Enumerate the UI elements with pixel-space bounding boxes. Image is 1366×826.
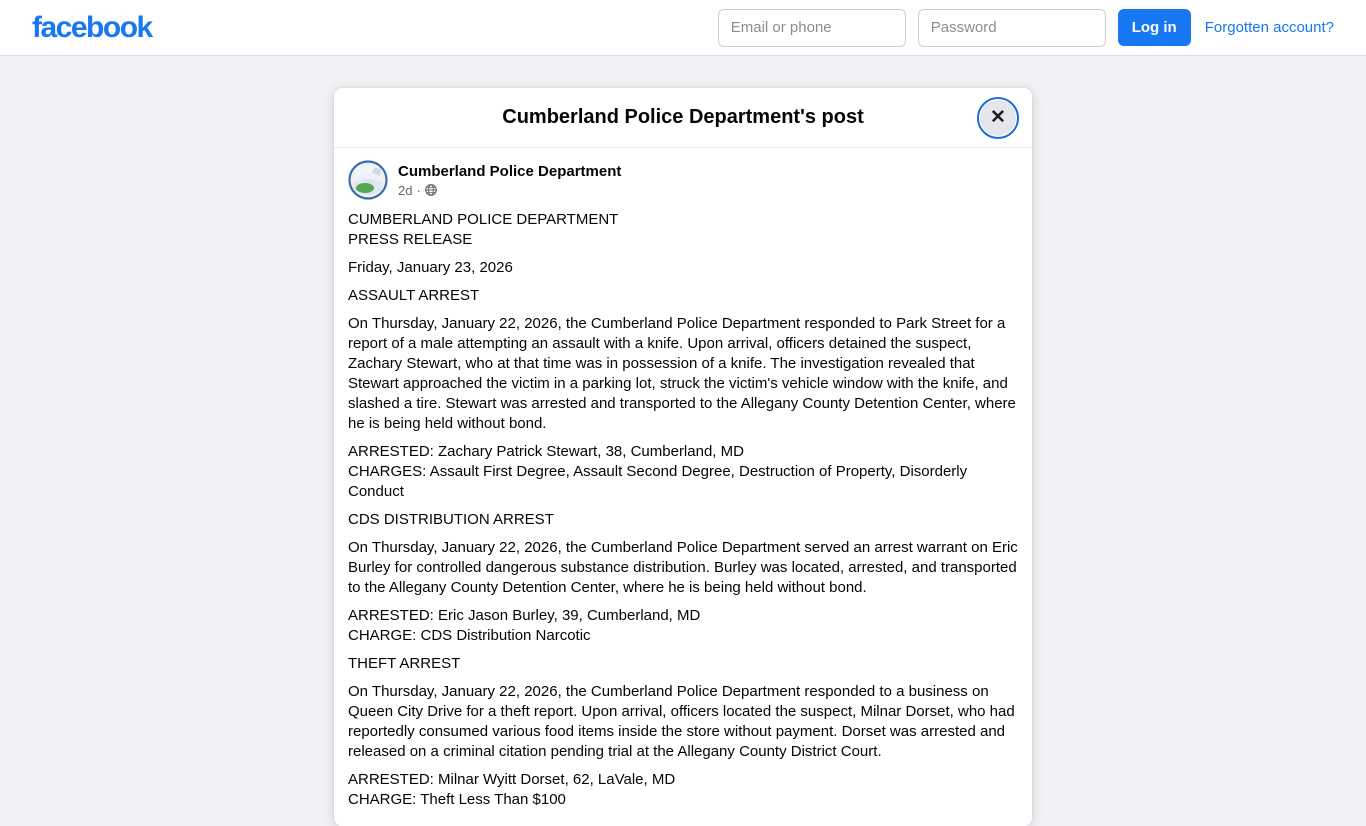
post-meta [398, 183, 621, 198]
post-modal-title: Cumberland Police Department's post [502, 106, 864, 128]
post-paragraph: ARRESTED: Milnar Wyitt Dorset, 62, LaVale, MD CHARGE: Theft Less Than $100 [348, 771, 676, 808]
post-paragraph: CUMBERLAND POLICE DEPARTMENT PRESS RELEASE [348, 211, 619, 248]
post-paragraph: ASSAULT ARREST [348, 287, 480, 304]
globe-icon [425, 184, 437, 196]
password-field[interactable] [918, 9, 1106, 47]
avatar[interactable] [348, 160, 388, 200]
post-timestamp[interactable]: 2d [398, 182, 413, 198]
login-button[interactable]: Log in [1118, 9, 1191, 46]
post-paragraph: ARRESTED: Zachary Patrick Stewart, 38, Cumberland, MD CHARGES: Assault First Degree, Assault Second Degree, Destruction of Property, Disorderly Conduct [348, 443, 968, 500]
post-modal [334, 88, 1032, 826]
post-content [334, 148, 1032, 826]
post-body [348, 210, 1018, 810]
top-navbar [0, 0, 1366, 56]
post-paragraph: On Thursday, January 22, 2026, the Cumberland Police Department responded to a business on Queen City Drive for a theft report. Upon arrival, officers located the suspect, Milnar Dorset, who had reportedly consumed various food items inside the store without payment. Dorset was arrested and released on a criminal citation pending trial at the Allegany County District Court. [348, 683, 1015, 760]
post-author[interactable]: Cumberland Police Department [398, 162, 622, 180]
post-paragraph: THEFT ARREST [348, 655, 461, 672]
post-author-block [398, 163, 621, 198]
post-paragraph: Friday, January 23, 2026 [348, 259, 513, 276]
login-form [718, 9, 1334, 47]
close-icon[interactable]: ✕ [980, 100, 1016, 136]
post-paragraph: On Thursday, January 22, 2026, the Cumberland Police Department responded to Park Street for a report of a male attempting an assault with a knife. Upon arrival, officers detained the suspect, Zachary Stewart, who at that time was in possession of a knife. The investigation revealed that Stewart approached the victim in a parking lot, struck the victim's vehicle window with the knife, and slashed a tire. Stewart was arrested and transported to the Allegany County Detention Center, where he is being held without bond. [348, 315, 1016, 432]
email-field[interactable] [718, 9, 906, 47]
post-header [348, 160, 1018, 200]
post-paragraph: On Thursday, January 22, 2026, the Cumberland Police Department served an arrest warrant on Eric Burley for controlled dangerous substance distribution. Burley was located, arrested, and transported to the Allegany County Detention Center, where he is being held without bond. [348, 539, 1018, 596]
post-paragraph: ARRESTED: Eric Jason Burley, 39, Cumberland, MD CHARGE: CDS Distribution Narcotic [348, 607, 701, 644]
post-paragraph: CDS DISTRIBUTION ARREST [348, 511, 554, 528]
meta-separator: · [416, 182, 421, 198]
post-modal-header [334, 88, 1032, 148]
facebook-logo[interactable]: facebook [32, 10, 152, 44]
forgotten-account-link[interactable]: Forgotten account? [1204, 19, 1334, 36]
